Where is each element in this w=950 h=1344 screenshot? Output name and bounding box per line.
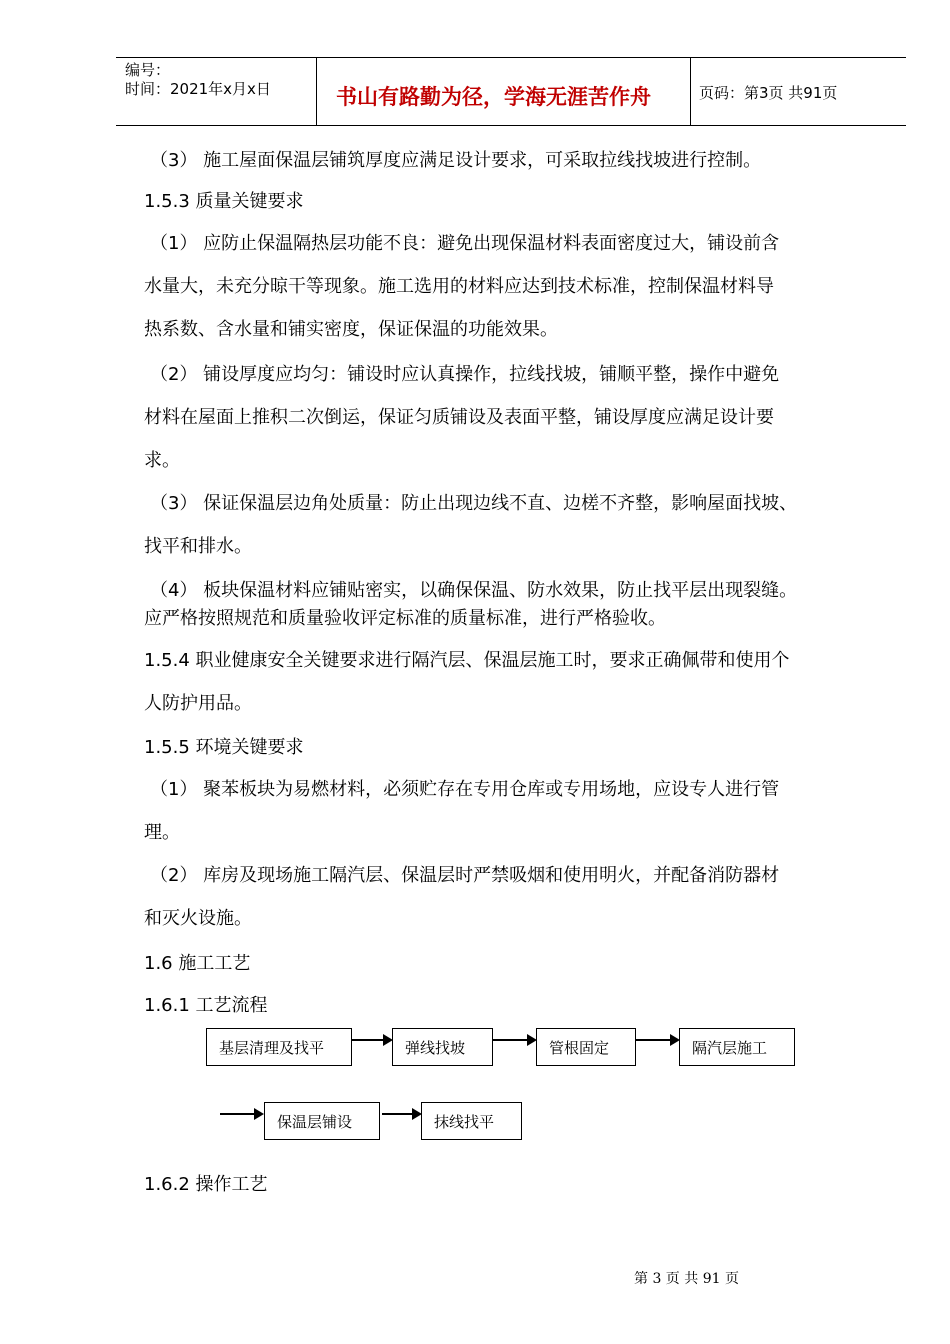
flow-arrow: [382, 1113, 420, 1115]
paragraph-line: 理。: [144, 822, 180, 843]
header-divider-right: [690, 57, 691, 125]
paragraph-line: 热系数、含水量和铺实密度，保证保温的功能效果。: [144, 319, 558, 340]
paragraph-line: 和灭火设施。: [144, 908, 252, 929]
flow-step-label: 基层清理及找平: [219, 1038, 325, 1057]
section-heading-1-5-5: 1.5.5 环境关键要求: [144, 737, 304, 758]
paragraph-line: （3） 施工屋面保温层铺筑厚度应满足设计要求，可采取拉线找坡进行控制。: [150, 150, 762, 171]
header-divider-left: [316, 57, 317, 125]
header-time-label: 时间：2021年x月x日: [125, 80, 271, 98]
header-motto: 书山有路勤为径，学海无涯苦作舟: [336, 85, 651, 109]
flow-step-label: 保温层铺设: [277, 1112, 353, 1131]
paragraph-line: （2） 库房及现场施工隔汽层、保温层时严禁吸烟和使用明火，并配备消防器材: [150, 865, 780, 886]
flow-step-label: 抹线找平: [434, 1112, 495, 1131]
flow-step-base-cleaning: [206, 1028, 352, 1066]
flow-step-slope-marking: [392, 1028, 493, 1066]
header-top-rule: [116, 57, 906, 58]
paragraph-line: 求。: [144, 450, 180, 471]
flow-step-insulation-laying: [264, 1102, 380, 1140]
footer-page-number: 第 3 页 共 91 页: [634, 1271, 739, 1287]
section-heading-1-6-1: 1.6.1 工艺流程: [144, 995, 268, 1016]
paragraph-line: 应严格按照规范和质量验收评定标准的质量标准，进行严格验收。: [144, 608, 666, 629]
flow-step-label: 弹线找坡: [405, 1038, 466, 1057]
paragraph-line: 人防护用品。: [144, 693, 252, 714]
header-bottom-rule: [116, 125, 906, 126]
paragraph-line: （3） 保证保温层边角处质量：防止出现边线不直、边槎不齐整，影响屋面找坡、: [150, 493, 798, 514]
paragraph-line: 水量大，未充分晾干等现象。施工选用的材料应达到技术标准，控制保温材料导: [144, 276, 774, 297]
header-number-label: 编号：: [125, 61, 171, 79]
flow-step-pipe-fixing: [536, 1028, 636, 1066]
paragraph-line: （4） 板块保温材料应铺贴密实，以确保保温、防水效果，防止找平层出现裂缝。: [150, 580, 798, 601]
section-heading-1-5-4: 1.5.4 职业健康安全关键要求进行隔汽层、保温层施工时，要求正确佩带和使用个: [144, 650, 790, 671]
paragraph-line: （1） 应防止保温隔热层功能不良：避免出现保温材料表面密度过大，铺设前含: [150, 233, 780, 254]
flow-step-label: 管根固定: [549, 1038, 610, 1057]
section-heading-1-6: 1.6 施工工艺: [144, 953, 251, 974]
flow-arrow: [636, 1039, 678, 1041]
flow-arrow: [220, 1113, 262, 1115]
header-page-info: 页码：第3页 共91页: [699, 84, 838, 102]
section-heading-1-6-2: 1.6.2 操作工艺: [144, 1174, 268, 1195]
paragraph-line: 材料在屋面上推积二次倒运，保证匀质铺设及表面平整，铺设厚度应满足设计要: [144, 407, 774, 428]
flow-arrow: [493, 1039, 535, 1041]
paragraph-line: 找平和排水。: [144, 536, 252, 557]
flow-step-label: 隔汽层施工: [692, 1038, 768, 1057]
flow-step-leveling: [421, 1102, 522, 1140]
flow-step-vapor-barrier: [679, 1028, 795, 1066]
paragraph-line: （1） 聚苯板块为易燃材料，必须贮存在专用仓库或专用场地，应设专人进行管: [150, 779, 780, 800]
flow-arrow: [352, 1039, 391, 1041]
paragraph-line: （2） 铺设厚度应均匀：铺设时应认真操作，拉线找坡，铺顺平整，操作中避免: [150, 364, 780, 385]
section-heading-1-5-3: 1.5.3 质量关键要求: [144, 191, 304, 212]
